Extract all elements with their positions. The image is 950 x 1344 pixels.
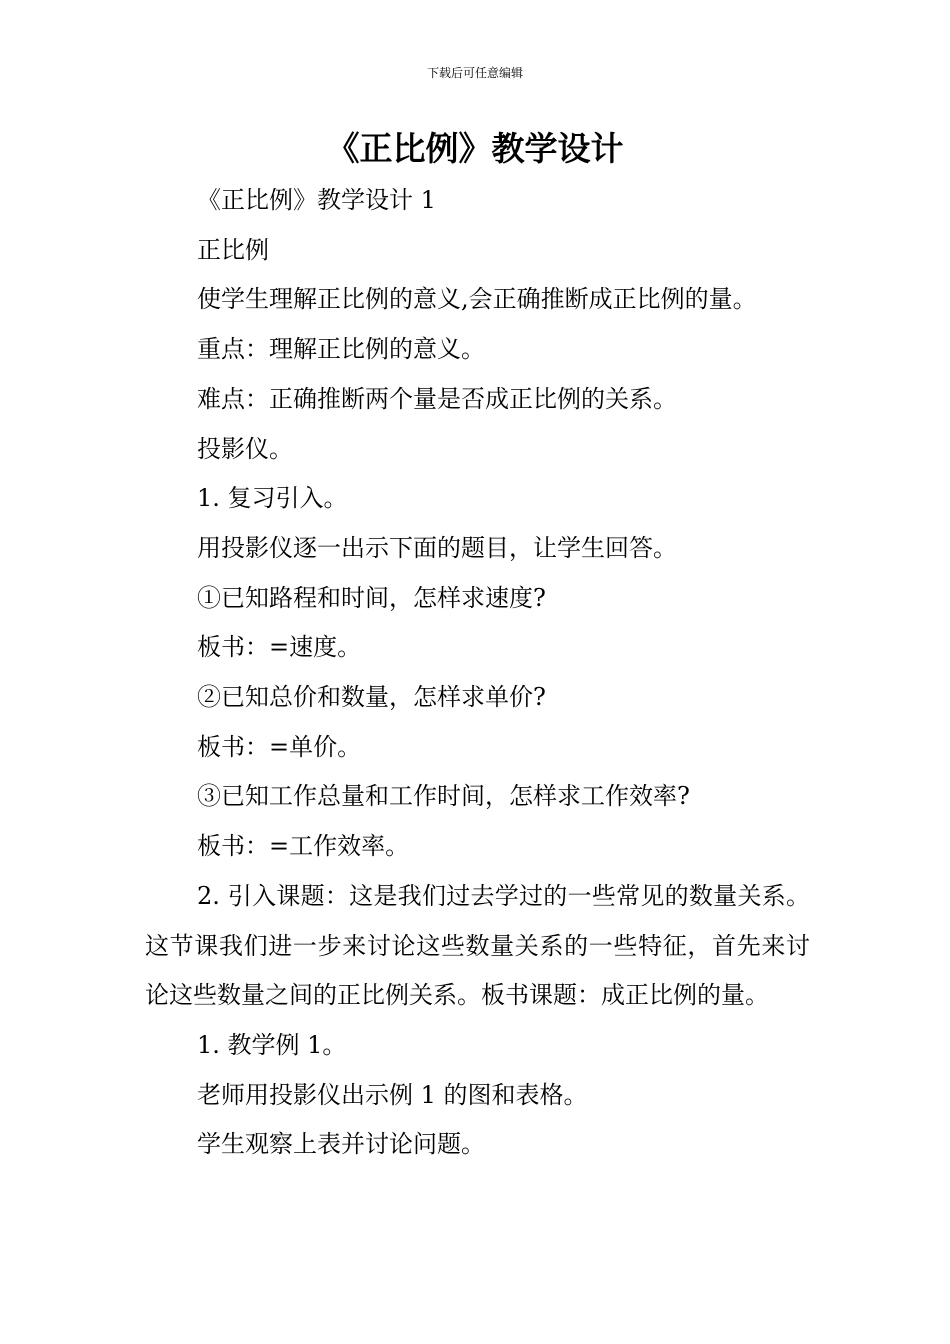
- students-discuss-paragraph: 学生观察上表并讨论问题。: [197, 1130, 485, 1159]
- question-speed-paragraph: ①已知路程和时间，怎样求速度?: [197, 583, 546, 612]
- board-unit-price-paragraph: 板书：=单价。: [197, 732, 362, 761]
- materials-paragraph: 投影仪。: [197, 434, 293, 463]
- document-body: [145, 176, 810, 1170]
- projector-paragraph: 用投影仪逐一出示下面的题目，让学生回答。: [197, 533, 677, 562]
- board-speed-paragraph: 板书：=速度。: [197, 633, 362, 662]
- question-unit-price-paragraph: ②已知总价和数量，怎样求单价?: [197, 683, 546, 712]
- step-review-paragraph: 1. 复习引入。: [197, 484, 348, 513]
- difficulty-paragraph: 难点：正确推断两个量是否成正比例的关系。: [197, 384, 677, 413]
- subtitle-paragraph: 《正比例》教学设计 1: [197, 186, 436, 214]
- teacher-shows-paragraph: 老师用投影仪出示例 1 的图和表格。: [197, 1080, 588, 1109]
- document-title: 《正比例》教学设计: [326, 129, 624, 168]
- board-efficiency-paragraph: 板书：=工作效率。: [197, 832, 410, 861]
- introduce-topic-paragraph: 2. 引入课题：这是我们过去学过的一些常见的数量关系。这节课我们进一步来讨论这些数量关系的一些特征，首先来讨论这些数量之间的正比例关系。板书课题：成正比例的量。: [145, 881, 810, 1010]
- page-header-note: 下载后可任意编辑: [426, 66, 523, 80]
- example-teaching-paragraph: 1. 教学例 1。: [197, 1030, 347, 1059]
- objective-paragraph: 使学生理解正比例的意义,会正确推断成正比例的量。: [197, 285, 757, 314]
- question-efficiency-paragraph: ③已知工作总量和工作时间，怎样求工作效率?: [197, 782, 690, 811]
- key-point-paragraph: 重点：理解正比例的意义。: [197, 335, 485, 364]
- topic-paragraph: 正比例: [197, 235, 269, 264]
